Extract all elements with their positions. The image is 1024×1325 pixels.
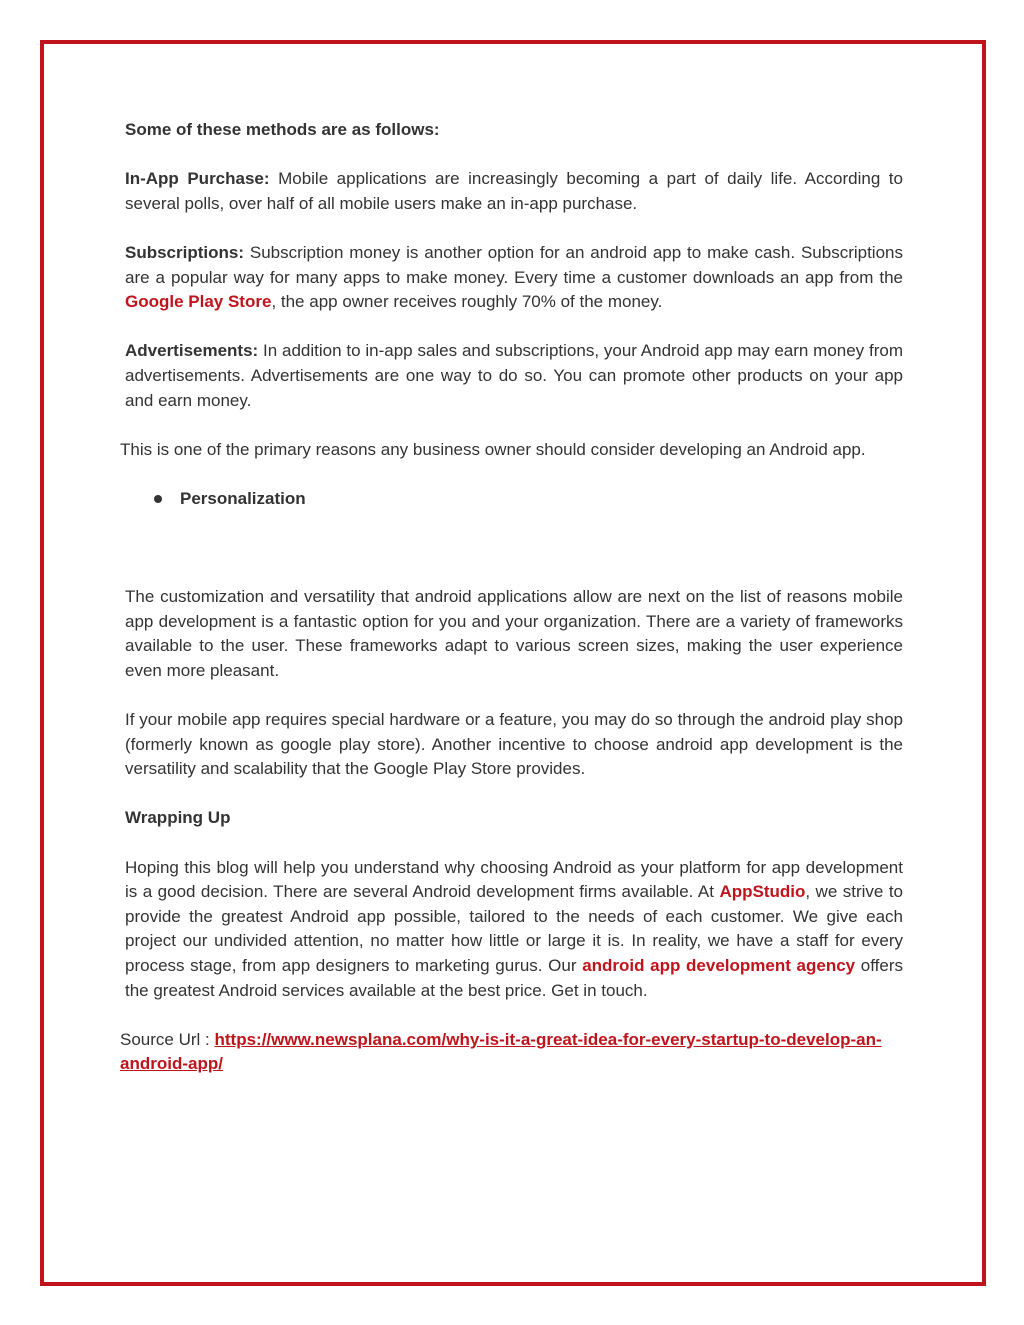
intro-heading: Some of these methods are as follows: [125,120,440,139]
closing-text-3: offers the greatest Android services available at the best price. Get in touch. [125,956,904,1000]
source-line [120,1028,903,1077]
advertisements-paragraph [120,339,903,413]
inapp-label: In-App Purchase: [125,169,270,189]
source-url-link[interactable]: https://www.newsplana.com/why-is-it-a-great-idea-for-every-startup-to-develop-an-android-app/ [120,1029,882,1074]
hardware-paragraph: If your mobile app requires special hardware or a feature, you may do so through the android play shop (formerly known as google play store). Another incentive to choose android app development is the versatility and scalability that the Google Play Store provides. [125,710,903,779]
reason-paragraph: This is one of the primary reasons any business owner should consider developing an Android app. [120,439,866,459]
wrapping-heading: Wrapping Up [125,808,231,828]
closing-paragraph [120,856,903,1004]
spacer [120,536,903,585]
subscriptions-label: Subscriptions: [125,242,245,262]
inapp-paragraph [120,167,903,216]
advertisements-label: Advertisements: [125,341,259,361]
advertisements-text: In addition to in-app sales and subscriptions, your Android app may earn money from advertisements. Advertisements are one way to do so. You can promote other products on your app and earn money. [125,341,903,410]
document-body [120,118,903,1102]
android-app-development-agency-link[interactable]: android app development agency [582,956,856,975]
google-play-store-link[interactable]: Google Play Store [125,292,272,312]
subscriptions-text-after: , the app owner receives roughly 70% of the money. [271,292,663,312]
bullet-item-personalization [120,487,903,512]
inapp-text: Mobile applications are increasingly becoming a part of daily life. According to several polls, over half of all mobile users make an in-app purchase. [125,169,903,213]
subscriptions-text-before: Subscription money is another option for an android app to make cash. Subscriptions are a popular way for many apps to make money. Every time a customer downloads an app from the [125,242,903,287]
bullet-dot-icon [154,495,162,503]
closing-text-2: , we strive to provide the greatest Android app possible, tailored to the needs of each customer. We give each project our undivided attention, no matter how little or large it is. In reality, we have a staff for every process stage, from app designers to marketing gurus. Our [125,882,903,975]
source-label: Source Url : [120,1029,215,1049]
closing-text-1: Hoping this blog will help you understand why choosing Android as your platform for app development is a good decision. There are several Android development firms available. At [125,857,903,902]
customization-paragraph: The customization and versatility that android applications allow are next on the list of reasons mobile app development is a fantastic option for you and your organization. There are a variety of frameworks available to the user. These frameworks adapt to various screen sizes, making the user experience even more pleasant. [125,587,903,680]
appstudio-link[interactable]: AppStudio [719,882,806,902]
subscriptions-paragraph [120,241,903,315]
bullet-label: Personalization [180,488,306,508]
